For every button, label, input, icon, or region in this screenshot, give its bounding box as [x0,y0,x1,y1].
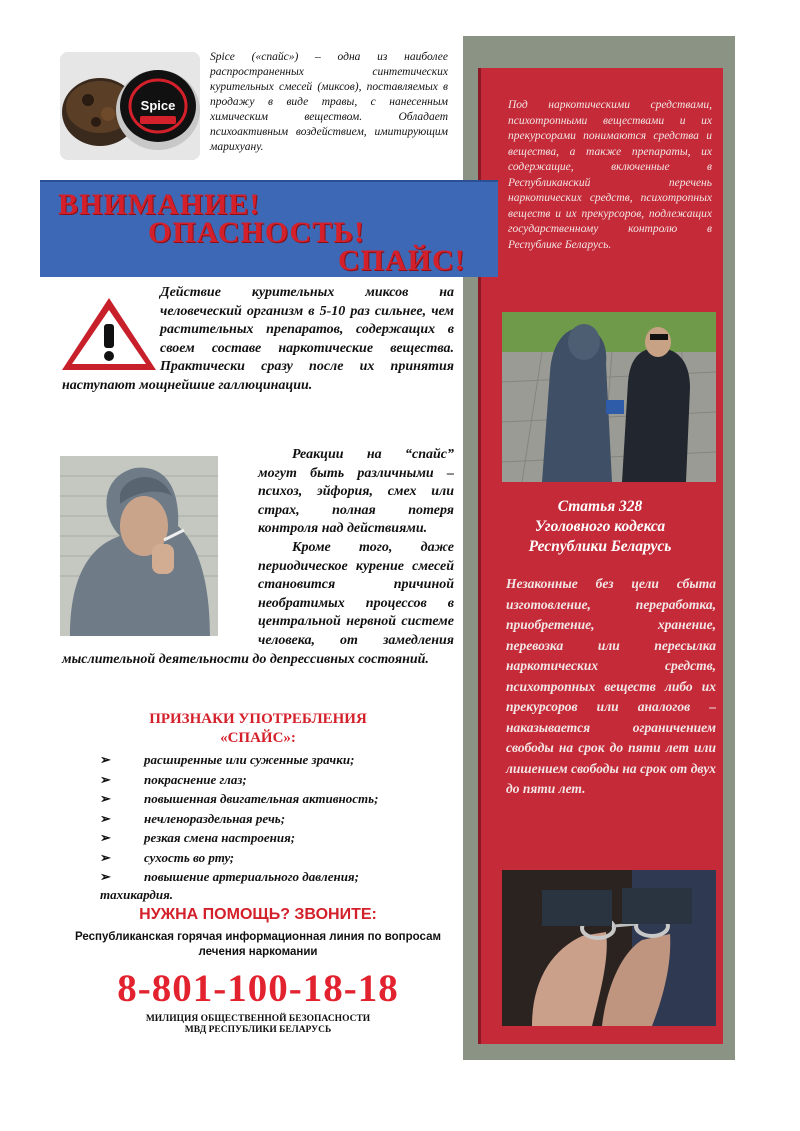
arrow-bullet-icon: ➢ [100,849,111,865]
drug-deal-photo [502,312,716,482]
spice-intro-text: Spice («спайс») – одна из наиболее распространенных синтетических курительных смесей (миксов), поставляемых в продажу в виде травы, с нанесенным химическим веществом. Обладает психоактивным воздействием, имитирующим марихуану. [210,51,448,153]
effect-text: Действие курительных миксов на человеческий организм в 5-10 раз сильнее, чем растительных препаратов, содержащих в своем составе наркотические вещества. Практически сразу после их принятия наступают мощнейшие галлюцинации. [62,285,454,393]
signs-title-line2: «СПАЙС»: [220,730,296,746]
help-title: НУЖНА ПОМОЩЬ? ЗВОНИТЕ: [139,906,377,923]
banner-line-danger: ОПАСНОСТЬ! [148,216,366,249]
org-line2: МВД РЕСПУБЛИКИ БЕЛАРУСЬ [184,1025,332,1035]
list-item: ➢ резкая смена настроения; [100,828,450,848]
signs-tail-text: тахикардия. [100,887,174,902]
banner-line-spice: СПАЙС! [338,244,466,277]
hotline-description: Республиканская горячая информационная линия по вопросам лечения наркомании [75,931,441,958]
arrow-bullet-icon: ➢ [100,810,111,826]
article-title-line3: Республики Беларусь [528,538,672,555]
organization-name [62,1014,454,1036]
arrow-bullet-icon: ➢ [100,869,111,884]
hotline-phone-number: 8-801-100-18-18 [117,967,399,1010]
list-item: ➢ нечленораздельная речь; [100,809,450,829]
list-item: ➢ сухость во рту; [100,848,450,868]
warning-banner [40,180,498,277]
reactions-paragraph: Реакции на “спайс” могут быть различными – психоз, эйфория, смех или страх, полная потеря контроля над действиями. [258,447,454,537]
definition-paragraph: Под наркотическими средствами, психотропными веществами и их прекурсорами понимаются средства и вещества, а также препараты, их содержащие, включенные в Республиканский перечень наркотических средств, психотропных веществ и их прекурсоров, подлежащих государственному контролю в Республике Беларусь. [508,99,712,251]
signs-title-line1: ПРИЗНАКИ УПОТРЕБЛЕНИЯ [149,711,367,727]
banner-line-attention: ВНИМАНИЕ! [58,188,261,221]
article-text: Незаконные без цели сбыта изготовление, переработка, приобретение, хранение, перевозка или пересылка наркотических средств, психотропных веществ либо их прекурсоров или аналогов – наказывается ограничением свободы на срок до пяти лет или лишением свободы на срок от двух до пяти лет. [506,576,716,796]
article-title-line2: Уголовного кодекса [534,518,666,535]
article-title [488,497,712,557]
arrow-bullet-icon: ➢ [100,752,111,767]
spice-label-text: Spice [140,98,176,113]
reactions-section [62,446,454,669]
arrow-bullet-icon: ➢ [100,791,111,806]
article-title-line1: Статья 328 [557,498,643,515]
arrow-bullet-icon: ➢ [100,771,111,787]
list-item: ➢ повышение артериального давления; [100,867,450,887]
effect-paragraph [62,284,454,396]
signs-title [62,710,454,748]
org-line1: МИЛИЦИЯ ОБЩЕСТВЕННОЙ БЕЗОПАСНОСТИ [145,1014,371,1024]
consequences-paragraph: Кроме того, даже периодическое курение смесей становится причиной необратимых процессов в центральной нервной системе человека, от замедления мыслительной деятельности до депрессивных состояний. [62,539,454,667]
list-item: ➢ повышенная двигательная активность; [100,789,450,809]
list-item: ➢ покраснение глаз; [100,770,450,790]
handcuffs-photo [502,870,716,1026]
spice-product-image [60,52,200,160]
signs-list [100,750,450,887]
arrow-bullet-icon: ➢ [100,830,111,845]
list-item: ➢ расширенные или суженные зрачки; [100,750,450,770]
